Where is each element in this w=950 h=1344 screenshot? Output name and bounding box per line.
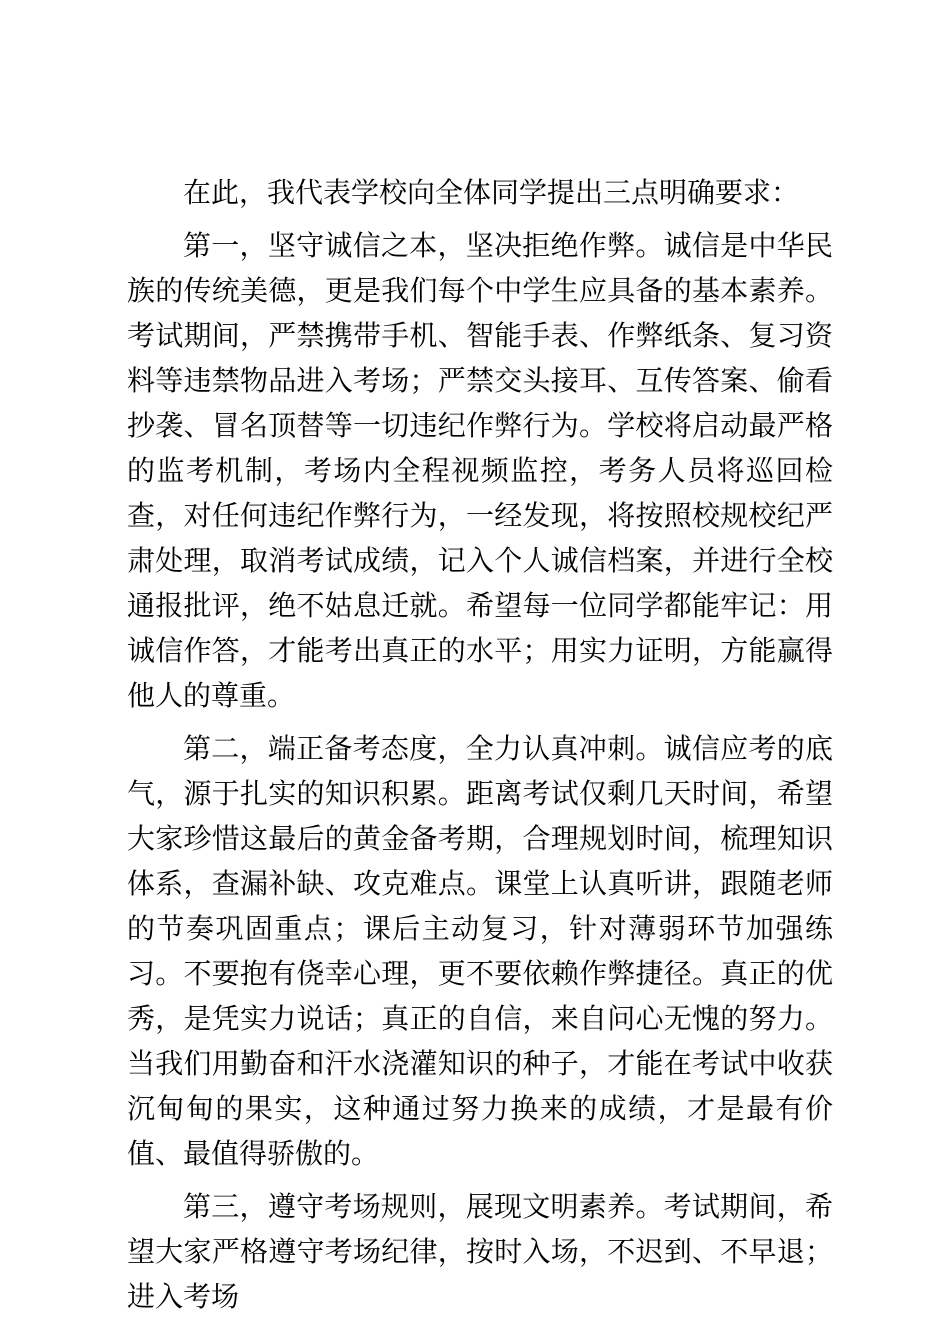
paragraph-first-requirement: 第一，坚守诚信之本，坚决拒绝作弊。诚信是中华民族的传统美德，更是我们每个中学生应具备的基本素养。考试期间，严禁携带手机、智能手表、作弊纸条、复习资料等违禁物品进入考场；严禁交头接耳、互传答案、偷看抄袭、冒名顶替等一切违纪作弊行为。学校将启动最严格的监考机制，考场内全程视频监控，考务人员将巡回检查，对任何违纪作弊行为，一经发现，将按照校规校纪严肃处理，取消考试成绩，记入个人诚信档案，并进行全校通报批评，绝不姑息迁就。希望每一位同学都能牢记：用诚信作答，才能考出真正的水平；用实力证明，方能赢得他人的尊重。 [127,229,833,712]
paragraph-intro: 在此，我代表学校向全体同学提出三点明确要求： [183,176,800,209]
document-body [127,170,833,1319]
paragraph-third-requirement: 第三，遵守考场规则，展现文明素养。考试期间，希望大家严格遵守考场纪律，按时入场，不迟到、不早退；进入考场 [127,1190,833,1313]
paragraph-second-requirement: 第二，端正备考态度，全力认真冲刺。诚信应考的底气，源于扎实的知识积累。距离考试仅剩几天时间，希望大家珍惜这最后的黄金备考期，合理规划时间，梳理知识体系，查漏补缺、攻克难点。课堂上认真听讲，跟随老师的节奏巩固重点；课后主动复习，针对薄弱环节加强练习。不要抱有侥幸心理，更不要依赖作弊捷径。真正的优秀，是凭实力说话；真正的自信，来自问心无愧的努力。当我们用勤奋和汗水浇灌知识的种子，才能在考试中收获沉甸甸的果实，这种通过努力换来的成绩，才是最有价值、最值得骄傲的。 [127,732,833,1170]
